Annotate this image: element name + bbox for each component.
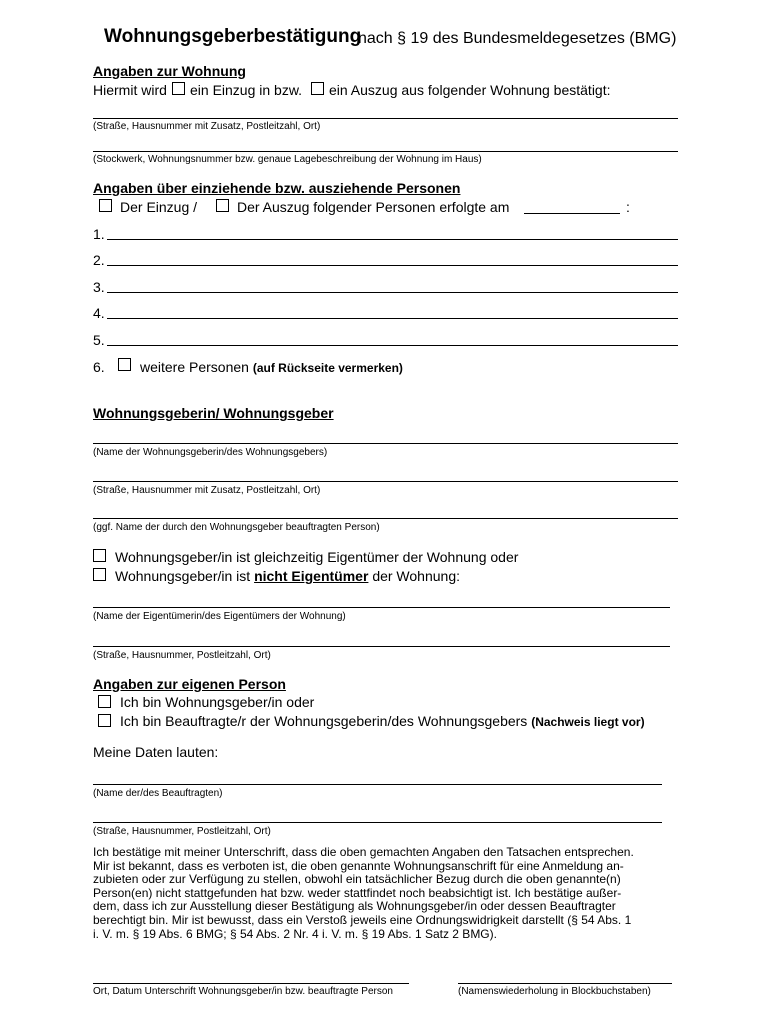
person-number: 1. bbox=[93, 226, 105, 242]
nicht-eigentuemer-label: Wohnungsgeber/in ist nicht Eigentümer der Wohnung: bbox=[115, 568, 461, 584]
geber-name-caption: (Name der Wohnungsgeberin/des Wohnungsgebers) bbox=[93, 447, 328, 458]
der-auszug-label: Der Auszug folgender Personen erfolgte am bbox=[237, 199, 510, 215]
declaration-line: Mir ist bekannt, dass es verboten ist, die oben genannte Wohnungsanschrift für eine Anmeldung an- bbox=[93, 858, 624, 873]
section-heading-geber: Wohnungsgeberin/ Wohnungsgeber bbox=[93, 405, 334, 421]
section-heading-personen: Angaben über einziehende bzw. ausziehende Personen bbox=[93, 180, 461, 196]
declaration-line: berechtigt bin. Mir ist bewusst, dass ein Verstoß jeweils eine Ordnungswidrigkeit darstellt (§ 54 Abs. 1 bbox=[93, 912, 632, 927]
beauftragte-address-caption: (Straße, Hausnummer, Postleitzahl, Ort) bbox=[93, 826, 271, 837]
eigentuemer-address-line[interactable] bbox=[93, 646, 670, 647]
form-title: Wohnungsgeberbestätigung bbox=[104, 26, 362, 47]
person-line-3[interactable] bbox=[107, 292, 678, 293]
einzug-label: ein Einzug in bzw. bbox=[190, 82, 303, 98]
declaration-line: Ich bestätige mit meiner Unterschrift, dass die oben gemachten Angaben den Tatsachen entsprechen. bbox=[93, 845, 634, 859]
geber-beauftragt-caption: (ggf. Name der durch den Wohnungsgeber beauftragten Person) bbox=[93, 522, 380, 533]
der-einzug-label: Der Einzug / bbox=[120, 199, 198, 215]
wohnung-address-line[interactable] bbox=[93, 118, 678, 119]
auszug-label: ein Auszug aus folgender Wohnung bestätigt: bbox=[329, 82, 611, 98]
eigentuemer-address-caption: (Straße, Hausnummer, Postleitzahl, Ort) bbox=[93, 650, 271, 661]
der-einzug-checkbox[interactable] bbox=[99, 199, 112, 212]
declaration-paragraph bbox=[93, 846, 683, 941]
eigentuemer-name-line[interactable] bbox=[93, 607, 670, 608]
person-number: 3. bbox=[93, 279, 105, 295]
einzug-checkbox[interactable] bbox=[172, 82, 185, 95]
wohnung-lead-text: Hiermit wird bbox=[93, 82, 167, 98]
section-heading-wohnung: Angaben zur Wohnung bbox=[93, 63, 246, 79]
person-line-2[interactable] bbox=[107, 265, 678, 266]
geber-beauftragt-line[interactable] bbox=[93, 518, 678, 519]
auszug-checkbox[interactable] bbox=[311, 82, 324, 95]
nachweis-note: (Nachweis liegt vor) bbox=[531, 715, 645, 729]
datum-colon: : bbox=[626, 199, 630, 215]
eigentuemer-name-caption: (Name der Eigentümerin/des Eigentümers der Wohnung) bbox=[93, 611, 346, 622]
person-line-5[interactable] bbox=[107, 345, 678, 346]
geber-address-caption: (Straße, Hausnummer mit Zusatz, Postleitzahl, Ort) bbox=[93, 485, 321, 496]
ich-wohnungsgeber-checkbox[interactable] bbox=[98, 695, 111, 708]
beauftragte-name-caption: (Name der/des Beauftragten) bbox=[93, 788, 223, 799]
declaration-line: zubieten oder zur Verfügung zu stellen, obwohl ein tatsächlicher Bezug durch die oben genannte(n) bbox=[93, 872, 621, 887]
signature-caption: Ort, Datum Unterschrift Wohnungsgeber/in bzw. beauftragte Person bbox=[93, 986, 393, 997]
beauftragte-address-line[interactable] bbox=[93, 822, 662, 823]
declaration-line: i. V. m. § 19 Abs. 6 BMG; § 54 Abs. 2 Nr. 4 i. V. m. § 19 Abs. 1 Satz 2 BMG). bbox=[93, 926, 497, 941]
person-number: 4. bbox=[93, 305, 105, 321]
wohnung-address-caption: (Straße, Hausnummer mit Zusatz, Postleitzahl, Ort) bbox=[93, 121, 321, 132]
weitere-personen-label: weitere Personen (auf Rückseite vermerken) bbox=[140, 359, 403, 375]
person-number: 6. bbox=[93, 359, 105, 375]
section-heading-eigene: Angaben zur eigenen Person bbox=[93, 676, 286, 692]
ich-wohnungsgeber-label: Ich bin Wohnungsgeber/in oder bbox=[120, 694, 315, 710]
declaration-line: dem, dass ich zur Ausstellung dieser Bestätigung als Wohnungsgeber/in oder dessen Beauftragter bbox=[93, 899, 616, 914]
weitere-personen-note: (auf Rückseite vermerken) bbox=[252, 361, 403, 375]
beauftragte-name-line[interactable] bbox=[93, 784, 662, 785]
block-letters-line[interactable] bbox=[458, 983, 672, 984]
datum-line[interactable] bbox=[524, 213, 620, 214]
ich-beauftragte-label: Ich bin Beauftragte/r der Wohnungsgeberin/des Wohnungsgebers (Nachweis liegt vor) bbox=[120, 713, 645, 729]
weitere-personen-checkbox[interactable] bbox=[118, 358, 131, 371]
person-line-1[interactable] bbox=[107, 239, 678, 240]
nicht-eigentuemer-emphasis: nicht Eigentümer bbox=[254, 568, 369, 584]
geber-name-line[interactable] bbox=[93, 443, 678, 444]
ich-beauftragte-checkbox[interactable] bbox=[98, 714, 111, 727]
wohnung-floor-caption: (Stockwerk, Wohnungsnummer bzw. genaue Lagebeschreibung der Wohnung im Haus) bbox=[93, 154, 482, 165]
eigentuemer-checkbox[interactable] bbox=[93, 549, 106, 562]
nicht-eigentuemer-checkbox[interactable] bbox=[93, 568, 106, 581]
person-number: 2. bbox=[93, 252, 105, 268]
block-letters-caption: (Namenswiederholung in Blockbuchstaben) bbox=[458, 986, 651, 997]
meine-daten-label: Meine Daten lauten: bbox=[93, 744, 219, 760]
person-line-4[interactable] bbox=[107, 318, 678, 319]
wohnung-floor-line[interactable] bbox=[93, 151, 678, 152]
declaration-line: Person(en) nicht stattgefunden hat bzw. weder stattfindet noch beabsichtigt ist. Ich bestätige außer- bbox=[93, 885, 622, 900]
der-auszug-checkbox[interactable] bbox=[216, 199, 229, 212]
eigentuemer-label: Wohnungsgeber/in ist gleichzeitig Eigentümer der Wohnung oder bbox=[115, 549, 519, 565]
signature-line[interactable] bbox=[93, 983, 409, 984]
form-subtitle: nach § 19 des Bundesmeldegesetzes (BMG) bbox=[358, 30, 677, 47]
person-number: 5. bbox=[93, 332, 105, 348]
geber-address-line[interactable] bbox=[93, 481, 678, 482]
